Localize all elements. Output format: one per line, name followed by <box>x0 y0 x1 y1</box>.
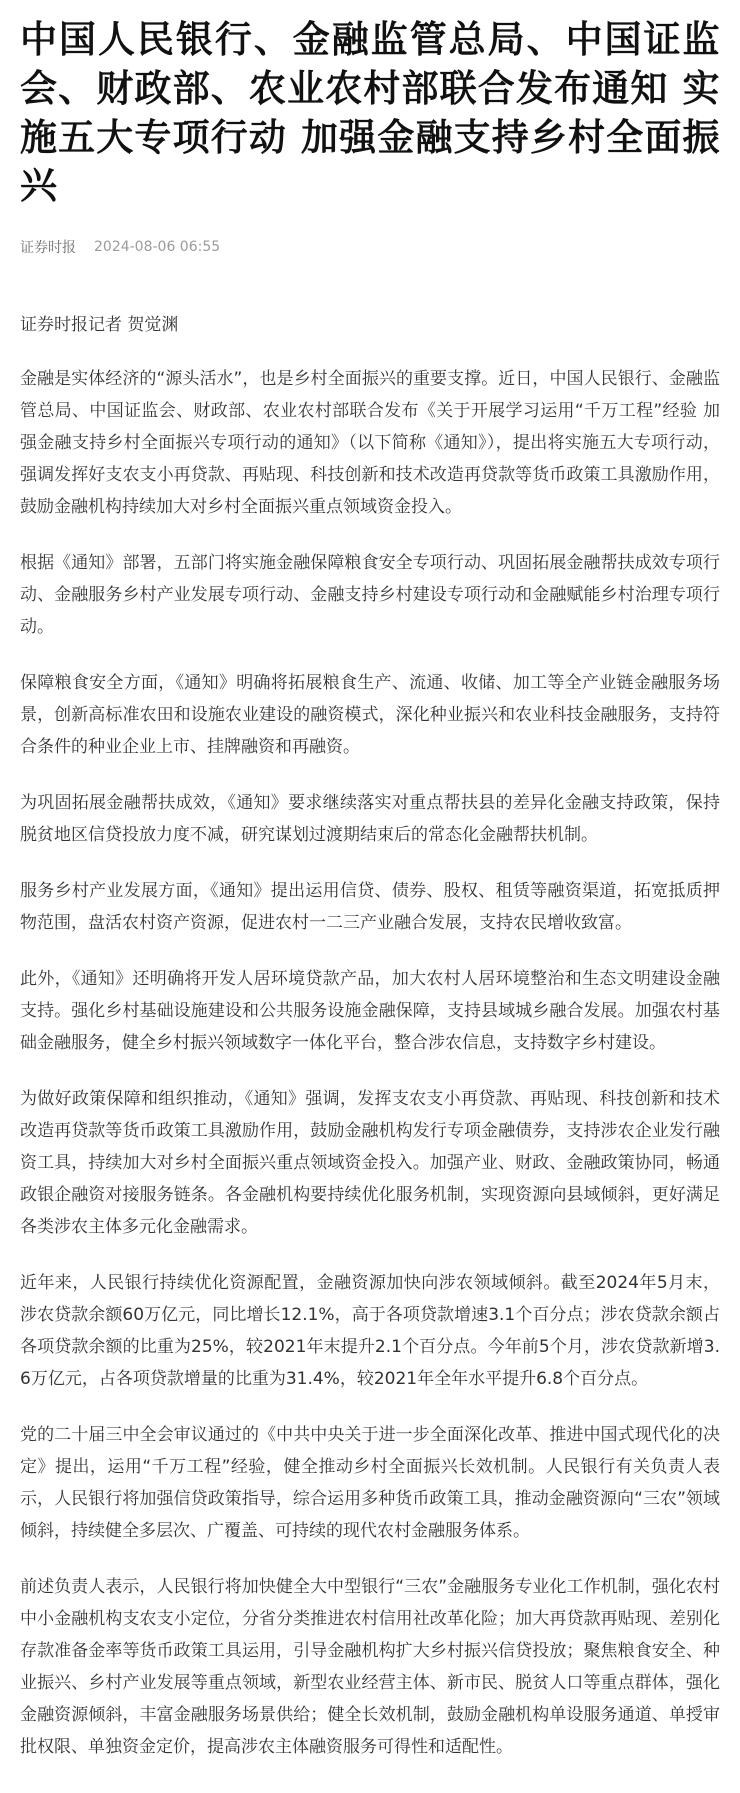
article-paragraph: 为巩固拓展金融帮扶成效，《通知》要求继续落实对重点帮扶县的差异化金融支持政策，保持脱贫地区信贷投放力度不减，研究谋划过渡期结束后的常态化金融帮扶机制。 <box>20 793 720 846</box>
article-paragraph: 此外，《通知》还明确将开发人居环境贷款产品，加大农村人居环境整治和生态文明建设金融支持。强化乡村基础设施建设和公共服务设施金融保障，支持县域城乡融合发展。加强农村基础金融服务，健全乡村振兴领域数字一体化平台，整合涉农信息，支持数字乡村建设。 <box>20 969 720 1054</box>
article-title: 中国人民银行、金融监管总局、中国证监会、财政部、农业农村部联合发布通知 实施五大专项行动 加强金融支持乡村全面振兴 <box>20 18 720 208</box>
article-paragraph: 金融是实体经济的“源头活水”，也是乡村全面振兴的重要支撑。近日，中国人民银行、金融监管总局、中国证监会、财政部、农业农村部联合发布《关于开展学习运用“千万工程”经验 加强金融支持乡村全面振兴专项行动的通知》（以下简称《通知》），提出将实施五大专项行动，强调发挥好支农支小再贷款、再贴现、科技创新和技术改造再贷款等货币政策工具激励作用，鼓励金融机构持续加大对乡村全面振兴重点领域资金投入。 <box>20 369 720 518</box>
article-source-link[interactable]: 证券时报 <box>20 240 76 257</box>
article-timestamp: 2024-08-06 06:55 <box>94 239 221 256</box>
article-paragraph: 近年来，人民银行持续优化资源配置，金融资源加快向涉农领域倾斜。截至2024年5月末，涉农贷款余额60万亿元，同比增长12.1%，高于各项贷款增速3.1个百分点；涉农贷款余额占各项贷款余额的比重为25%，较2021年末提升2.1个百分点。今年前5个月，涉农贷款新增3.6万亿元，占各项贷款增量的比重为31.4%，较2021年全年水平提升6.8个百分点。 <box>20 1273 720 1390</box>
article-meta <box>20 237 720 257</box>
article-body <box>20 363 720 1763</box>
article-paragraph: 根据《通知》部署，五部门将实施金融保障粮食安全专项行动、巩固拓展金融帮扶成效专项行动、金融服务乡村产业发展专项行动、金融支持乡村建设专项行动和金融赋能乡村治理专项行动。 <box>20 553 720 638</box>
article-paragraph: 服务乡村产业发展方面，《通知》提出运用信贷、债券、股权、租赁等融资渠道，拓宽抵质押物范围，盘活农村资产资源，促进农村一二三产业融合发展，支持农民增收致富。 <box>20 881 720 934</box>
article-byline: 证券时报记者 贺觉渊 <box>20 315 179 336</box>
article-paragraph: 为做好政策保障和组织推动，《通知》强调，发挥支农支小再贷款、再贴现、科技创新和技术改造再贷款等货币政策工具激励作用，鼓励金融机构发行专项金融债券，支持涉农企业发行融资工具，持续加大对乡村全面振兴重点领域资金投入。加强产业、财政、金融政策协同，畅通政银企融资对接服务链条。各金融机构要持续优化服务机制，实现资源向县域倾斜，更好满足各类涉农主体多元化金融需求。 <box>20 1089 720 1238</box>
article-header <box>20 16 720 257</box>
article-paragraph: 保障粮食安全方面，《通知》明确将拓展粮食生产、流通、收储、加工等全产业链金融服务场景，创新高标准农田和设施农业建设的融资模式，深化种业振兴和农业科技金融服务，支持符合条件的种业企业上市、挂牌融资和再融资。 <box>20 673 720 758</box>
article-paragraph: 党的二十届三中全会审议通过的《中共中央关于进一步全面深化改革、推进中国式现代化的决定》提出，运用“千万工程”经验，健全推动乡村全面振兴长效机制。人民银行有关负责人表示，人民银行将加强信贷政策指导，综合运用多种货币政策工具，推动金融资源向“三农”领域倾斜，持续健全多层次、广覆盖、可持续的现代农村金融服务体系。 <box>20 1425 720 1542</box>
article-paragraph: 前述负责人表示，人民银行将加快健全大中型银行“三农”金融服务专业化工作机制，强化农村中小金融机构支农支小定位，分省分类推进农村信用社改革化险；加大再贷款再贴现、差别化存款准备金率等货币政策工具运用，引导金融机构扩大乡村振兴信贷投放；聚焦粮食安全、种业振兴、乡村产业发展等重点领域，新型农业经营主体、新市民、脱贫人口等重点群体，强化金融资源倾斜，丰富金融服务场景供给；健全长效机制，鼓励金融机构单设服务通道、单授审批权限、单独资金定价，提高涉农主体融资服务可得性和适配性。 <box>20 1577 720 1758</box>
